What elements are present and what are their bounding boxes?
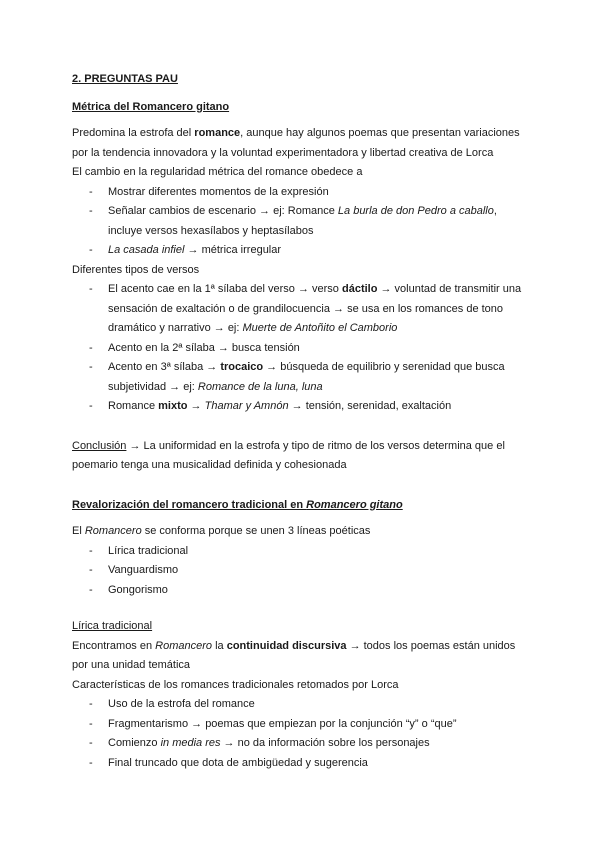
list-item xyxy=(72,397,542,417)
text-span: → xyxy=(187,400,205,412)
paragraph-line: poemario tenga una musicalidad definida y cohesionada xyxy=(72,459,347,471)
work-title: La casada infiel xyxy=(108,244,185,256)
text-span: sensación de exaltación o de grandilocuencia → se usa en los romances de tono xyxy=(108,302,504,315)
text-span: Acento en 3ª sílaba → xyxy=(108,361,221,373)
work-title: Romancero xyxy=(155,639,213,652)
paragraph-line: por la tendencia innovadora y la voluntad experimentadora y libertad creativa de Lorca xyxy=(72,146,494,159)
text-span: Predomina la estrofa del xyxy=(72,127,195,139)
list-item: - Acento en la 2ª sílaba → busca tensión xyxy=(72,339,542,359)
lineas-list xyxy=(72,542,542,601)
italic-term: in media res xyxy=(160,737,221,749)
work-title: Romancero gitano xyxy=(306,498,403,511)
work-title: Thamar y Amnón xyxy=(204,400,289,412)
list-item: - Vanguardismo xyxy=(72,561,542,581)
bold-term: mixto xyxy=(158,400,188,412)
text-span: dramático y narrativo → ej: xyxy=(108,322,243,334)
text-span: la xyxy=(212,639,227,652)
text-span: → tensión, serenidad, exaltación xyxy=(288,400,452,412)
text-span: → no da información sobre los personajes xyxy=(220,737,430,749)
work-title: Muerte de Antoñito el Camborio xyxy=(242,322,398,334)
caracteristicas-list xyxy=(72,695,542,773)
main-heading: 2. PREGUNTAS PAU xyxy=(72,73,178,85)
text-span: , xyxy=(493,205,497,217)
text-span: Encontramos en xyxy=(72,639,156,652)
section-title-revalorizacion xyxy=(72,496,542,516)
list-item xyxy=(72,280,542,339)
work-title: Romancero xyxy=(84,525,142,537)
list-item: - Fragmentarismo → poemas que empiezan por la conjunción “y” o “que” xyxy=(72,715,542,735)
text-span: → métrica irregular xyxy=(184,244,282,256)
paragraph-predomina xyxy=(72,124,542,144)
text-span: → voluntad de transmitir una xyxy=(377,283,522,295)
paragraph-conclusion xyxy=(72,437,542,457)
conclusion-label: Conclusión xyxy=(72,439,127,452)
section-title-lirica: Lírica tradicional xyxy=(72,620,153,632)
cambio-list xyxy=(72,183,542,261)
text-span: incluye versos hexasílabos y heptasílabos xyxy=(108,224,314,237)
paragraph-line: por una unidad temática xyxy=(72,659,191,671)
list-item xyxy=(72,202,542,241)
text-span: Romance xyxy=(108,400,159,412)
text-span: subjetividad → ej: xyxy=(108,380,198,393)
bold-term: continuidad discursiva xyxy=(226,639,347,652)
text-span: Revalorización del romancero tradicional en xyxy=(72,498,307,511)
list-item: - Final truncado que dota de ambigüedad y sugerencia xyxy=(72,754,542,774)
list-item xyxy=(72,241,542,261)
text-span: se conforma porque se unen 3 líneas poéticas xyxy=(141,525,371,537)
list-item: - Lírica tradicional xyxy=(72,542,542,562)
work-title: La burla de don Pedro a caballo xyxy=(337,205,494,217)
section-title-metrica: Métrica del Romancero gitano xyxy=(72,100,230,113)
text-span: El acento cae en la 1ª sílaba del verso → verso xyxy=(108,283,342,295)
work-title: Romance de la luna, luna xyxy=(197,380,323,393)
text-span: → La uniformidad en la estrofa y tipo de ritmo de los versos determina que el xyxy=(126,439,505,452)
text-span: Señalar cambios de escenario → ej: Romance xyxy=(108,205,338,217)
document-content xyxy=(72,70,542,773)
paragraph-encontramos xyxy=(72,637,542,657)
bold-term: dáctilo xyxy=(341,283,378,295)
tipos-list xyxy=(72,280,542,417)
paragraph-tipos: Diferentes tipos de versos xyxy=(72,263,200,276)
list-item: - Gongorismo xyxy=(72,581,542,601)
text-span: Comienzo xyxy=(108,737,161,749)
text-span: → búsqueda de equilibrio y serenidad que busca xyxy=(263,361,505,373)
list-item: - Uso de la estrofa del romance xyxy=(72,695,542,715)
text-span: El xyxy=(72,525,85,537)
paragraph-cambio: El cambio en la regularidad métrica del romance obedece a xyxy=(72,166,363,178)
list-item xyxy=(72,734,542,754)
list-item xyxy=(72,358,542,397)
text-span: , aunque hay algunos poemas que presentan variaciones xyxy=(240,127,520,139)
paragraph-romancero xyxy=(72,522,542,542)
text-span: → todos los poemas están unidos xyxy=(346,639,516,652)
bold-term: trocaico xyxy=(220,361,264,373)
list-item: - Mostrar diferentes momentos de la expresión xyxy=(72,183,542,203)
bold-term: romance xyxy=(194,127,241,139)
paragraph-caracteristicas: Características de los romances tradicionales retomados por Lorca xyxy=(72,678,399,691)
